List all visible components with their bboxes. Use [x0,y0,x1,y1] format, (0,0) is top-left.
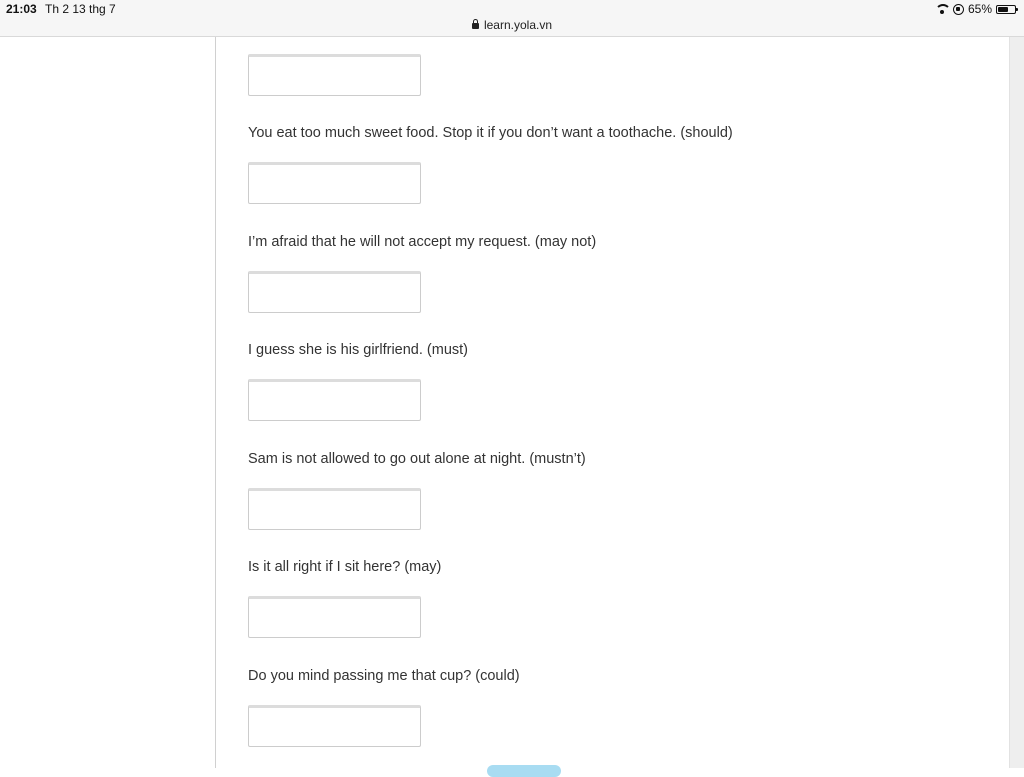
content-left-border [215,37,216,768]
question-text-4: I guess she is his girlfriend. (must) [248,342,468,358]
battery-icon [996,5,1016,14]
answer-input-5[interactable] [248,488,421,530]
answer-input-4[interactable] [248,379,421,421]
wifi-icon [935,4,949,14]
answer-input-1[interactable] [248,54,421,96]
answer-input-3[interactable] [248,271,421,313]
question-text-3: I’m afraid that he will not accept my request. (may not) [248,234,597,250]
lock-icon [472,23,479,29]
answer-input-7[interactable] [248,705,421,747]
scrollbar-track[interactable] [1009,37,1024,768]
rotation-lock-icon [953,4,964,15]
system-indicators [935,2,1016,16]
question-text-6: Is it all right if I sit here? (may) [248,559,442,575]
battery-fill [998,7,1008,12]
question-text-7: Do you mind passing me that cup? (could) [248,668,520,684]
address-bar[interactable] [0,18,1024,32]
question-text-2: You eat too much sweet food. Stop it if you don’t want a toothache. (should) [248,125,733,141]
ios-status-bar [0,0,1024,37]
answer-input-2[interactable] [248,162,421,204]
status-time: 21:03 [6,2,37,16]
battery-percent: 65% [967,2,992,16]
answer-input-6[interactable] [248,596,421,638]
status-date: Th 2 13 thg 7 [45,2,116,16]
question-text-5: Sam is not allowed to go out alone at night. (mustn’t) [248,451,586,467]
submit-button[interactable] [487,765,561,777]
url-text: learn.yola.vn [483,18,553,32]
